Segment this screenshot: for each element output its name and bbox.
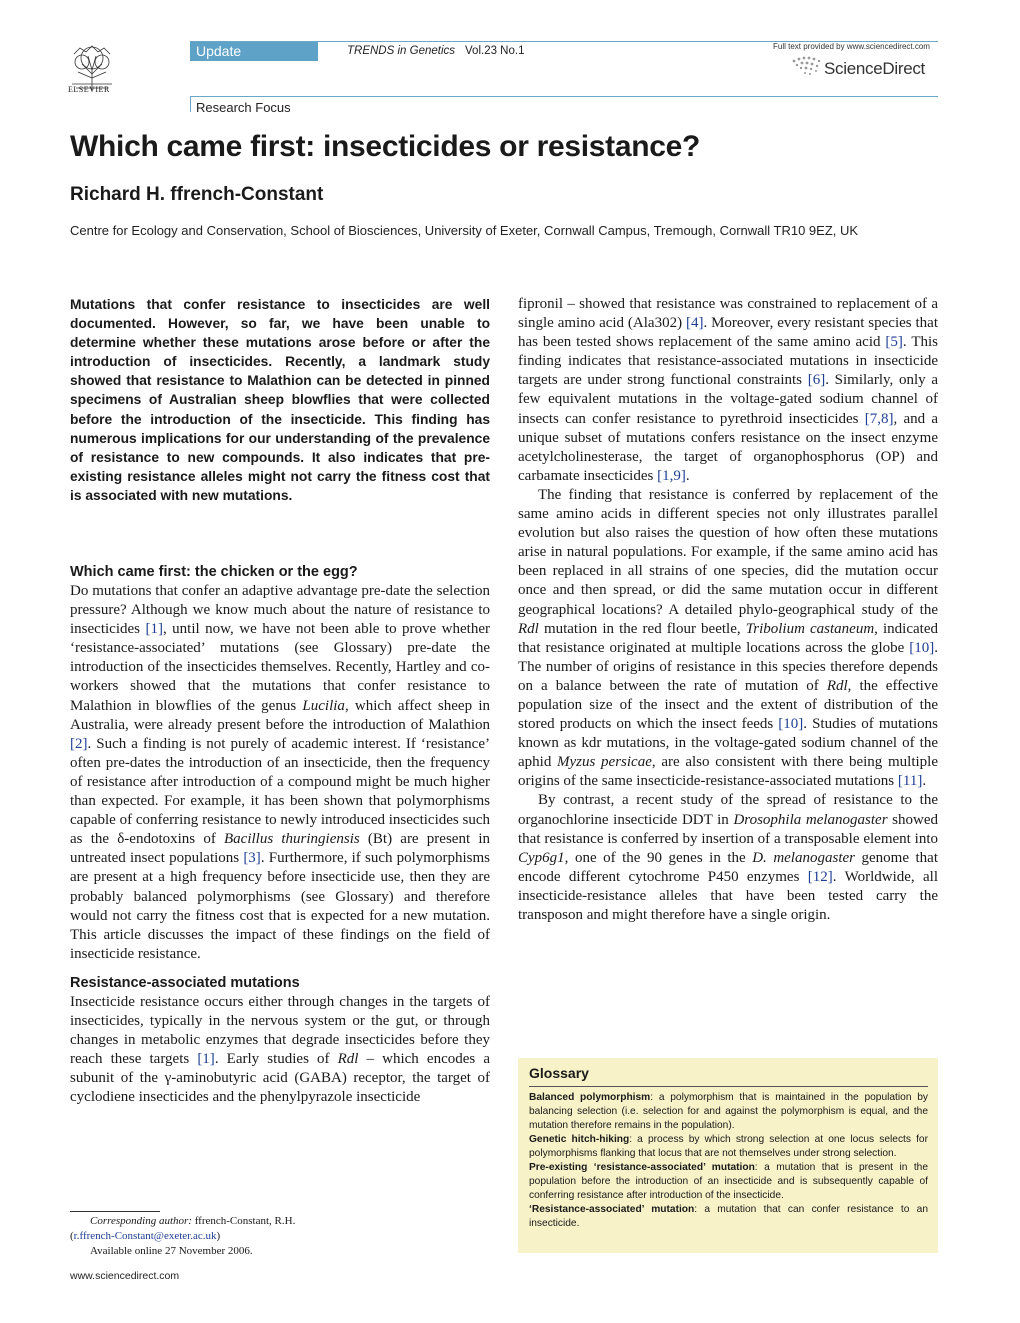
citation-link[interactable]: [4] — [685, 315, 704, 332]
article-abstract: Mutations that confer resistance to insecticides are well documented. However, so far, we have been unable to determine whether these mutations arose before or after the introduction of insecticides. Recently, a landmark study showed that resistance to Malathion can be detected in pinned specimens of Australian sheep blowflies that were collected before the introduction of the insecticide. This finding has numerous implications for our understanding of the prevalence of resistance to new compounds. It also indicates that pre-existing resistance alleles might not carry the fitness cost that is associated with new mutations. — [70, 297, 490, 503]
subheader-rule-stub — [190, 96, 191, 112]
right-column — [518, 295, 938, 925]
citation-link[interactable]: [10] — [909, 639, 935, 656]
article-author: Richard H. ffrench-Constant — [70, 184, 324, 205]
citation-link[interactable]: [1] — [145, 621, 163, 638]
glossary-definition: : a polymorphism that is maintained in the population by balancing selection (i.e. selection for and against the polymorphism is equal, and the mutation therefore remains in the population). — [529, 1092, 928, 1131]
journal-info — [347, 45, 524, 57]
citation-link[interactable]: [7,8] — [864, 410, 894, 427]
article-title: Which came first: insecticides or resistance? — [70, 130, 701, 163]
journal-name: TRENDS in Genetics — [347, 45, 456, 57]
glossary-entry — [529, 1161, 928, 1203]
glossary-entry — [529, 1133, 928, 1161]
glossary-term: Balanced polymorphism — [529, 1092, 651, 1103]
glossary-entry — [529, 1203, 928, 1231]
glossary-title: Glossary — [529, 1065, 589, 1081]
footnote: Corresponding author: ffrench-Constant, R.H. (r.ffrench-Constant@exeter.ac.uk) Available online 27 November 2006. — [70, 1214, 490, 1259]
section-tag: Update — [190, 42, 318, 61]
glossary-rule — [529, 1086, 928, 1087]
provider-text: Full text provided by www.sciencedirect.com — [773, 42, 930, 51]
citation-link[interactable]: [1,9] — [657, 467, 686, 484]
corresponding-label: Corresponding author: — [90, 1215, 192, 1227]
glossary-entry — [529, 1091, 928, 1133]
body-paragraph: Insecticide resistance occurs either through changes in the targets of insecticides, typically in the nervous system or the gut, or through changes in metabolic enzymes that degrade insecticides before they reach these targets [1]. Early studies of Rdl – which encodes a subunit of the γ-aminobutyric acid (GABA) receptor, the target of cyclodiene insecticides and the phenylpyrazole insecticide — [70, 993, 490, 1106]
footnote-rule — [70, 1211, 160, 1212]
body-paragraph: fipronil – showed that resistance was constrained to replacement of a single amino acid (Ala302) [4]. Moreover, every resistant species that has been tested shows replacement of the same amino acid [5]. This finding indicates that resistance-associated mutations in insecticide targets are under strong functional constraints [6]. Similarly, only a few equivalent mutations in the voltage-gated sodium channel of insects can confer resistance to pyrethroid insecticides [7,8], and a unique subset of mutations confers resistance on the insect enzyme acetylcholinesterase, the target of organophosphorus (OP) and carbamate insecticides [1,9]. — [518, 296, 938, 484]
citation-link[interactable]: [11] — [897, 773, 923, 790]
citation-link[interactable]: [2] — [70, 735, 88, 752]
article-category: Research Focus — [196, 100, 291, 115]
publisher-name: ELSEVIER — [68, 85, 110, 94]
glossary-box — [518, 1058, 938, 1253]
citation-link[interactable]: [5] — [885, 334, 903, 351]
section-heading: Resistance-associated mutations — [70, 974, 300, 991]
corresponding-name: ffrench-Constant, R.H. — [194, 1215, 296, 1227]
glossary-term: Pre-existing ‘resistance-associated’ mutation — [529, 1162, 755, 1173]
citation-link[interactable]: [6] — [807, 372, 826, 389]
glossary-definition: : a mutation that can confer resistance to an insecticide. — [529, 1204, 928, 1229]
provider-name: ScienceDirect — [824, 59, 925, 78]
body-paragraph: Do mutations that confer an adaptive advantage pre-date the selection pressure? Although we know much about the nature of resistance to insecticides [1], until now, we have not been able to prove whether ‘resistance-associated’ mutations (see Glossary) pre-date the introduction of the insecticides themselves. Recently, Hartley and co-workers showed that the mutations that confer resistance to Malathion in blowflies of the genus Lucilia, which affect sheep in Australia, were already present before the introduction of Malathion [2]. Such a finding is not purely of academic interest. If ‘resistance’ often pre-dates the introduction of an insecticide, then the frequency of resistance after introduction of a compound might be much higher than expected. For example, it has been shown that polymorphisms capable of conferring resistance to newly introduced insecticides such as the δ-endotoxins of Bacillus thuringiensis (Bt) are present in untreated insect populations [3]. Furthermore, if such polymorphisms are present at a high frequency before insecticide use, then they are probably balanced polymorphisms (see Glossary) and therefore would not carry the fitness cost that is expected for a new mutation. This article discusses the impact of these findings on the field of insecticide resistance. — [70, 583, 490, 962]
author-email-link[interactable]: r.ffrench-Constant@exeter.ac.uk — [73, 1230, 217, 1242]
glossary-definition: : a mutation that is present in the population before the introduction of an insecticide and is subsequently capable of conferring resistance after introduction of the insecticide. — [529, 1162, 928, 1201]
author-affiliation: Centre for Ecology and Conservation, School of Biosciences, University of Exeter, Cornwall Campus, Tremough, Cornwall TR10 9EZ, UK — [70, 223, 859, 238]
citation-link[interactable]: [3] — [243, 850, 261, 867]
glossary-definition: : a process by which strong selection at one locus selects for polymorphisms flanking that locus that are not themselves under strong selection. — [529, 1134, 928, 1159]
citation-link[interactable]: [10] — [778, 716, 804, 733]
journal-volume: Vol.23 No.1 — [465, 45, 525, 57]
available-online: Available online 27 November 2006. — [90, 1245, 253, 1257]
glossary-term: ‘Resistance-associated’ mutation — [529, 1204, 695, 1215]
website-url: www.sciencedirect.com — [70, 1270, 180, 1282]
subheader-rule — [190, 96, 938, 97]
citation-link[interactable]: [1] — [197, 1051, 215, 1068]
left-column — [70, 563, 490, 1107]
section-heading: Which came first: the chicken or the egg? — [70, 564, 358, 580]
body-paragraph: By contrast, a recent study of the spread of resistance to the organochlorine insecticide DDT in Drosophila melanogaster showed that resistance is conferred by insertion of a transposable element into Cyp6g1, one of the 90 genes in the D. melanogaster genome that encode different cytochrome P450 enzymes [12]. Worldwide, all insecticide-resistance alleles that have been tested carry the transposon and might therefore have a single origin. — [518, 792, 939, 923]
body-paragraph: The finding that resistance is conferred by replacement of the same amino acids in different species not only illustrates parallel evolution but also raises the question of how often these mutations arise in natural populations. For example, if the same amino acid has been replaced in all strains of one species, did the mutation occur once and then spread, or did the same mutation occur in different geographical locations? A detailed phylo-geographical study of the Rdl mutation in the red flour beetle, Tribolium castaneum, indicated that resistance originated at multiple locations across the globe [10]. The number of origins of resistance in this species therefore depends on a balance between the rate of mutation of Rdl, the effective population size of the insect and the extent of distribution of the stored products on which the insect feeds [10]. Studies of mutations known as kdr mutations, in the voltage-gated sodium channel of the aphid Myzus persicae, are also consistent with there being multiple origins of the same insecticide-resistance-associated mutations [11]. — [518, 486, 938, 790]
glossary-term: Genetic hitch-hiking — [529, 1134, 630, 1145]
citation-link[interactable]: [12] — [807, 868, 833, 885]
